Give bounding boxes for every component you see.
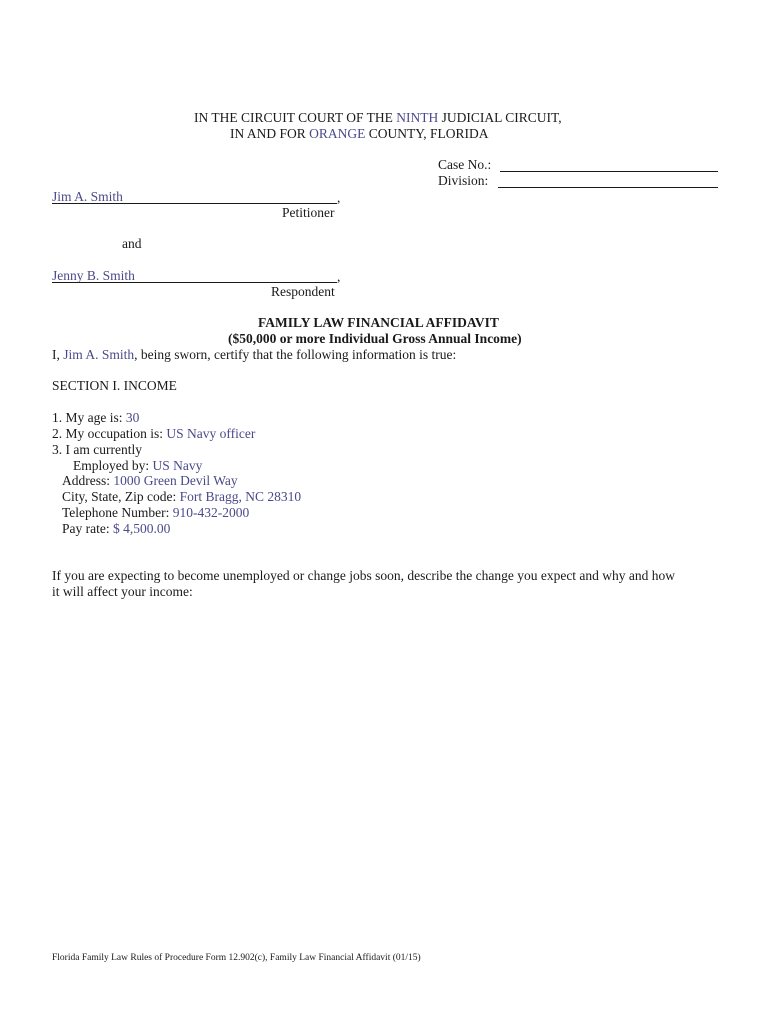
pay-row [62, 521, 170, 537]
phone-label: Telephone Number: [62, 505, 170, 520]
respondent-name-field[interactable]: Jenny B. Smith [52, 268, 135, 283]
employer-field[interactable]: US Navy [152, 458, 203, 473]
circuit-field[interactable]: NINTH [396, 110, 439, 125]
oath-line [52, 347, 456, 363]
unemployment-answer-area[interactable] [52, 604, 718, 924]
address-field[interactable]: 1000 Green Devil Way [113, 473, 238, 488]
petitioner-name-field[interactable]: Jim A. Smith [52, 189, 123, 204]
court-line2-suffix: COUNTY, FLORIDA [368, 126, 489, 141]
respondent-label: Respondent [271, 284, 335, 299]
and-label: and [122, 236, 142, 251]
oath-suffix: , being sworn, certify that the following information is true: [134, 347, 457, 362]
court-line1-prefix: IN THE CIRCUIT COURT OF THE [194, 110, 393, 125]
division-label: Division: [438, 173, 489, 188]
section1-heading: SECTION I. INCOME [52, 378, 177, 393]
respondent-comma: , [337, 269, 341, 284]
age-row [52, 410, 139, 426]
petitioner-underline [52, 203, 337, 204]
phone-field[interactable]: 910-432-2000 [172, 505, 250, 520]
employment-status-label: 3. I am currently [52, 442, 142, 457]
pay-label: Pay rate: [62, 521, 110, 536]
unemployment-question-line2: it will affect your income: [52, 584, 193, 599]
oath-prefix: I, [52, 347, 60, 362]
petitioner-comma: , [337, 190, 341, 205]
city-row [62, 489, 301, 505]
employer-label: Employed by: [73, 458, 150, 473]
city-label: City, State, Zip code: [62, 489, 177, 504]
case-no-label: Case No.: [438, 157, 492, 172]
age-field[interactable]: 30 [125, 410, 140, 425]
affiant-name-field[interactable]: Jim A. Smith [63, 347, 135, 362]
case-no-underline [500, 171, 718, 172]
address-row [62, 473, 238, 489]
occupation-field[interactable]: US Navy officer [166, 426, 256, 441]
petitioner-label: Petitioner [282, 205, 335, 220]
city-field[interactable]: Fort Bragg, NC 28310 [179, 489, 302, 504]
age-label: 1. My age is: [52, 410, 123, 425]
phone-row [62, 505, 249, 521]
unemployment-question-line1: If you are expecting to become unemployed or change jobs soon, describe the change you expect and why and how [52, 568, 676, 583]
court-line1-suffix: JUDICIAL CIRCUIT, [441, 110, 562, 125]
occupation-row [52, 426, 255, 442]
respondent-underline [52, 282, 337, 283]
division-underline [498, 187, 718, 188]
county-field[interactable]: ORANGE [309, 126, 366, 141]
court-header-line1 [194, 110, 562, 126]
court-header-line2 [230, 126, 489, 142]
employer-row [73, 458, 202, 474]
form-title: FAMILY LAW FINANCIAL AFFIDAVIT [258, 315, 499, 330]
form-subtitle: ($50,000 or more Individual Gross Annual Income) [228, 331, 522, 346]
address-label: Address: [62, 473, 110, 488]
court-line2-prefix: IN AND FOR [230, 126, 306, 141]
form-footer: Florida Family Law Rules of Procedure Form 12.902(c), Family Law Financial Affidavit (01/15) [52, 953, 421, 963]
pay-field[interactable]: $ 4,500.00 [112, 521, 171, 536]
occupation-label: 2. My occupation is: [52, 426, 163, 441]
